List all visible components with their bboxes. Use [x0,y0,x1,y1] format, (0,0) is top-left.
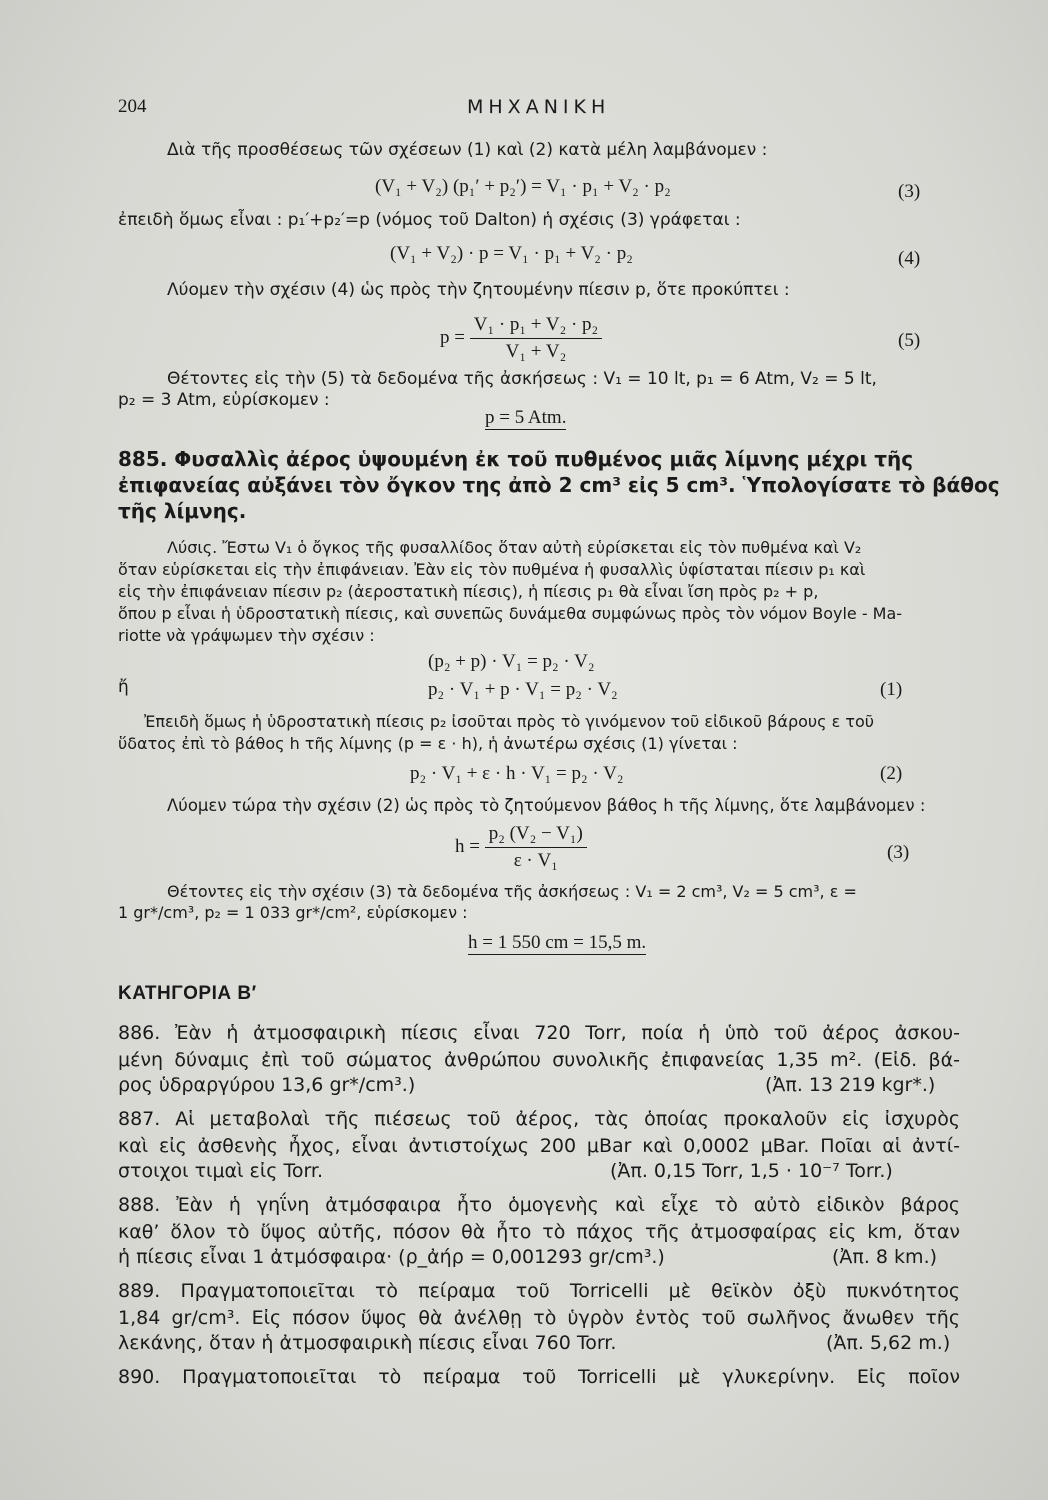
equation-h-label: (3) [887,842,910,863]
running-title: ΜΗΧΑΝΙΚΗ [467,96,611,118]
equation-2-number: (2) [880,763,903,784]
solution-line-2: ὅταν εὑρίσκεται εἰς τὴν ἐπιφάνειαν. Ἐὰν εἰς τὸν πυθμένα ἡ φυσαλλὶς ὑφίσταται πίεσιν p₁ καὶ [118,560,866,579]
problem-886-line-1: 886. Ἐὰν ἡ ἀτμοσφαιρικὴ πίεσις εἶναι 720 Torr, ποία ἡ ὑπὸ τοῦ ἀέρος ἀσκου- [118,1022,960,1044]
problem-888-line-1: 888. Ἐὰν ἡ γηΐνη ἀτμόσφαιρα ἦτο ὁμογενὴς καὶ εἶχε τὸ αὐτὸ εἰδικὸν βάρος [118,1194,960,1216]
substitution-line-2: p₂ = 3 Atm, εὑρίσκομεν : [118,390,330,410]
problem-887-line-1: 887. Αἱ μεταβολαὶ τῆς πιέσεως τοῦ ἀέρος, τὰς ὁποίας προκαλοῦν εἰς ἰσχυρὸς [118,1108,960,1130]
solve-line: Λύομεν τὴν σχέσιν (4) ὡς πρὸς τὴν ζητουμένην πίεσιν p, ὅτε προκύπτει : [167,280,790,300]
problem-885-title-3: τῆς λίμνης. [118,499,247,523]
equation-5-denominator: V₁ + V₂ [505,341,567,362]
problem-885-title-2: ἐπιφανείας αὐξάνει τὸν ὄγκον της ἀπὸ 2 cm³ εἰς 5 cm³. Ὑπολογίσατε τὸ βάθος [118,473,1000,497]
hydrostatic-line-1: Ἐπειδὴ ὅμως ἡ ὑδροστατικὴ πίεσις p₂ ἰσοῦται πρὸς τὸ γινόμενον τοῦ εἰδικοῦ βάρους ε τοῦ [144,712,875,731]
dalton-line: ἐπειδὴ ὅμως εἶναι : p₁′+p₂′=p (νόμος τοῦ Dalton) ἡ σχέσις (3) γράφεται : [118,210,741,230]
equation-h-numerator: p₂ (V₂ − V₁) [485,823,587,848]
equation-4: (V₁ + V₂) · p = V₁ · p₁ + V₂ · p₂ [390,243,633,264]
or-word: ἤ [118,677,129,697]
equation-3: (V₁ + V₂) (p₁′ + p₂′) = V₁ · p₁ + V₂ · p₂ [375,176,671,197]
equation-3-number: (3) [898,181,921,202]
equation-5-label: (5) [898,330,921,351]
result-h-text: h = 1 550 cm = 15,5 m. [468,932,647,953]
result-p [485,407,566,429]
equation-5 [440,314,602,363]
solution-line-4: ὅπου p εἶναι ἡ ὑδροστατικὴ πίεσις, καὶ συνεπῶς δυνάμεθα συμφώνως πρὸς τὸν νόμον Boyle - Ma- [118,604,903,623]
solution-line-1: Λύσις. Ἔστω V₁ ὁ ὄγκος τῆς φυσαλλίδος ὅταν αὐτὴ εὑρίσκεται εἰς τὸν πυθμένα καὶ V₂ [167,538,862,557]
problem-890-line-1: 890. Πραγματοποιεῖται τὸ πείραμα τοῦ Torricelli μὲ γλυκερίνην. Εἰς ποῖον [118,1366,960,1388]
equation-h-lhs: h = [455,835,480,857]
solution-line-3: εἰς τὴν ἐπιφάνειαν πίεσιν p₂ (ἀεροστατικὴ πίεσις), ἡ πίεσις p₁ θὰ εἶναι ἴση πρὸς p₂ + p, [118,582,819,601]
problem-887 [118,1106,960,1160]
problem-889-line-2: 1,84 gr/cm³. Εἰς πόσον ὕψος θὰ ἀνέλθῃ τὸ ὑγρὸν ἐντὸς τοῦ σωλῆνος ἄνωθεν τῆς [118,1307,960,1329]
problem-889-line-1: 889. Πραγματοποιεῖται τὸ πείραμα τοῦ Torricelli μὲ θεϊκὸν ὀξὺ πυκνότητος [118,1280,960,1302]
equation-h [455,823,587,872]
result-h [468,932,646,954]
problem-890 [118,1364,960,1391]
problem-889-line-3: λεκάνης, ὅταν ἡ ἀτμοσφαιρικὴ πίεσις εἶναι 760 Torr. [118,1332,617,1354]
problem-886 [118,1020,960,1074]
equation-h-denominator: ε · V₁ [513,850,558,871]
equation-5-numerator: V₁ · p₁ + V₂ · p₂ [470,314,602,339]
equation-5-lhs: p = [440,326,465,348]
result-p-text: p = 5 Atm. [485,407,567,428]
intro-line: Διὰ τῆς προσθέσεως τῶν σχέσεων (1) καὶ (2) κατὰ μέλη λαμβάνομεν : [167,140,768,160]
problem-888 [118,1192,960,1246]
equation-5-fraction [470,314,602,363]
equation-2: p₂ · V₁ + ε · h · V₁ = p₂ · V₂ [410,763,624,784]
problem-887-line-3: στοιχοι τιμαὶ εἰς Torr. [118,1160,324,1182]
equation-h-fraction [485,823,587,872]
equation-1: p₂ · V₁ + p · V₁ = p₂ · V₂ [428,679,618,700]
substitution-line-1: Θέτοντες εἰς τὴν (5) τὰ δεδομένα τῆς ἀσκήσεως : V₁ = 10 lt, p₁ = 6 Atm, V₂ = 5 lt, [167,369,877,389]
problem-885-title-1: 885. Φυσαλλὶς ἀέρος ὑψουμένη ἐκ τοῦ πυθμένος μιᾶς λίμνης μέχρι τῆς [118,447,914,471]
problem-886-line-2: μένη δύναμις ἐπὶ τοῦ σώματος ἀνθρώπου συνολικῆς ἐπιφανείας 1,35 m². (Εἰδ. βά- [118,1049,960,1071]
problem-886-answer: (Ἀπ. 13 219 kgr*.) [765,1074,936,1096]
problem-888-line-2: καθ’ ὅλον τὸ ὕψος αὐτῆς, πόσον θὰ ἦτο τὸ πάχος τῆς ἀτμοσφαίρας εἰς km, ὅταν [118,1221,960,1243]
equation-4-number: (4) [898,248,921,269]
problem-886-line-3: ρος ὑδραργύρου 13,6 gr*/cm³.) [118,1074,416,1096]
equation-1-number: (1) [880,679,903,700]
problem-889-answer: (Ἀπ. 5,62 m.) [826,1332,951,1354]
substitution-2-line-1: Θέτοντες εἰς τὴν σχέσιν (3) τὰ δεδομένα τῆς ἀσκήσεως : V₁ = 2 cm³, V₂ = 5 cm³, ε = [167,882,857,901]
problem-887-line-2: καὶ εἰς ἀσθενὴς ἦχος, εἶναι ἀντιστοίχως 200 μBar καὶ 0,0002 μBar. Ποῖαι αἱ ἀντί- [118,1135,960,1157]
solve-2-line: Λύομεν τώρα τὴν σχέσιν (2) ὡς πρὸς τὸ ζητούμενον βάθος h τῆς λίμνης, ὅτε λαμβάνομεν : [167,796,926,815]
category-heading: ΚΑΤΗΓΟΡΙΑ Β′ [118,983,257,1004]
problem-887-answer: (Ἀπ. 0,15 Torr, 1,5 · 10⁻⁷ Torr.) [610,1160,893,1182]
equation-a: (p₂ + p) · V₁ = p₂ · V₂ [428,651,595,672]
problem-888-answer: (Ἀπ. 8 km.) [832,1246,938,1268]
page-number: 204 [118,96,147,117]
problem-888-line-3: ἡ πίεσις εἶναι 1 ἀτμόσφαιρα· (ρ_ἀήρ = 0,001293 gr/cm³.) [118,1246,665,1268]
solution-line-5: riotte νὰ γράψωμεν τὴν σχέσιν : [118,626,375,645]
hydrostatic-line-2: ὕδατος ἐπὶ τὸ βάθος h τῆς λίμνης (p = ε · h), ἡ ἀνωτέρω σχέσις (1) γίνεται : [118,734,738,753]
problem-889 [118,1278,960,1332]
substitution-2-line-2: 1 gr*/cm³, p₂ = 1 033 gr*/cm², εὑρίσκομεν : [118,903,468,922]
